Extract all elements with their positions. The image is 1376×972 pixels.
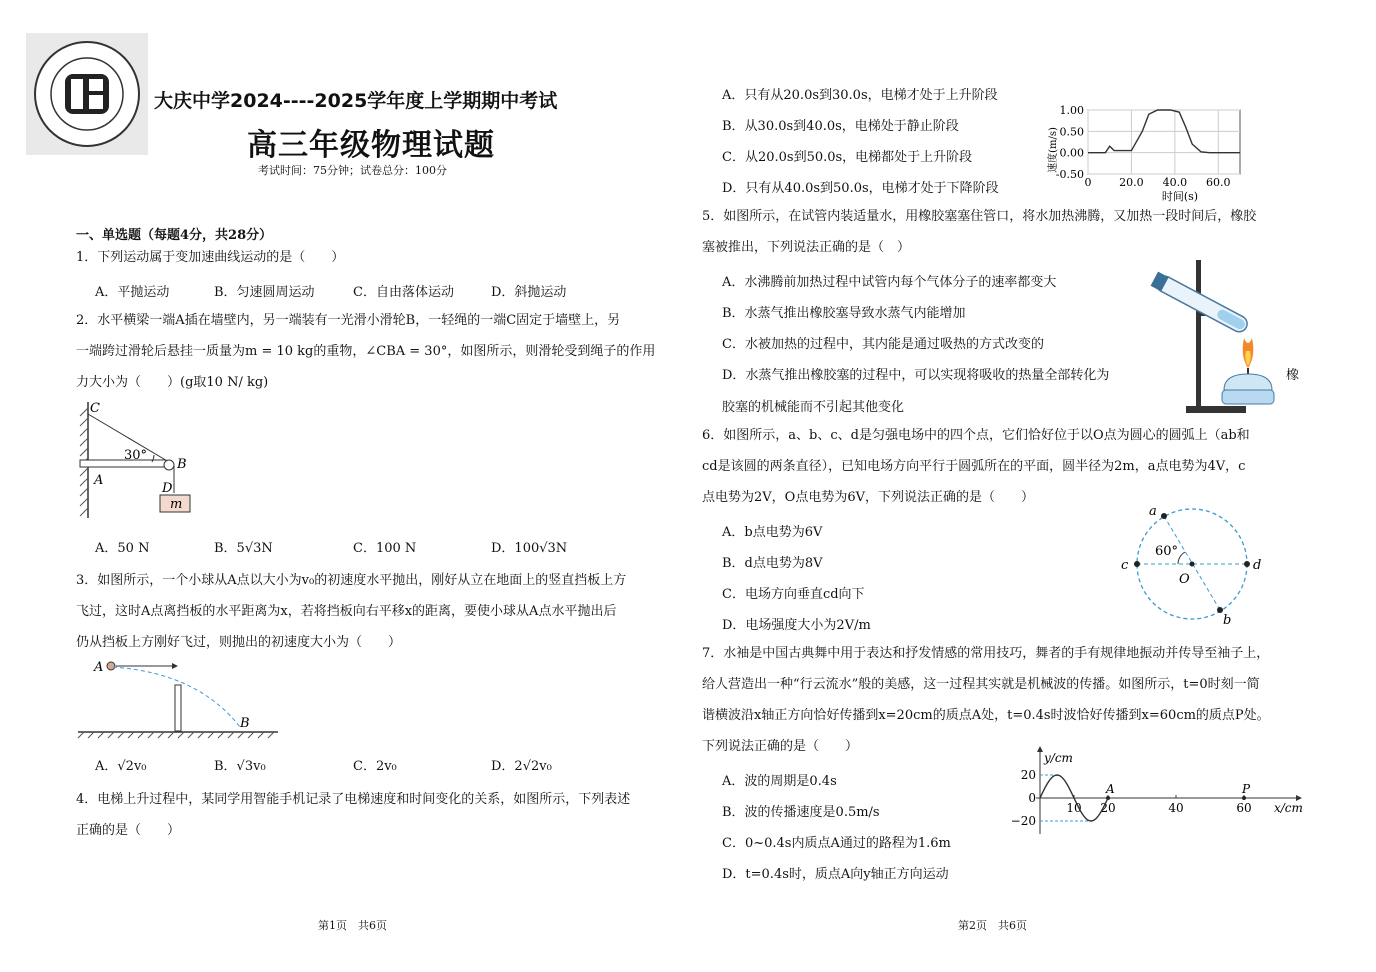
- q7-line1: 7．水袖是中国古典舞中用于表达和抒发情感的常用技巧，舞者的手有规律地振动并传导至袖子上，: [702, 646, 1270, 661]
- wave-label-a: A: [1106, 782, 1115, 796]
- q6-label-b: b: [1223, 613, 1232, 628]
- wave-y-arrow: [1037, 746, 1043, 752]
- wave-ytick-label: −20: [1010, 814, 1036, 828]
- q2-figure: [74, 398, 204, 523]
- q3-fig-label-a: A: [94, 660, 104, 675]
- wave-xtick-label: 20: [1100, 801, 1116, 815]
- q2-fig-label-b: B: [177, 457, 187, 472]
- q5-option-d-tail: 橡: [1286, 368, 1300, 383]
- wave-point-p: [1242, 796, 1246, 800]
- footer-right: 第2页 共6页: [958, 919, 1027, 932]
- test-tube-figure: [1140, 256, 1310, 416]
- wave-xtick-label: 60: [1236, 801, 1252, 815]
- section-heading: 一、单选题（每题4分，共28分）: [76, 228, 273, 243]
- q5-option-b[interactable]: B．水蒸气推出橡胶塞导致水蒸气内能增加: [722, 306, 966, 321]
- q2-fig-label-c: C: [90, 401, 100, 416]
- q4-option-d[interactable]: D．只有从40.0s到50.0s，电梯才处于下降阶段: [722, 181, 999, 196]
- ev-ytick-label: 0.00: [1059, 146, 1084, 160]
- q2-option-b[interactable]: B．5√3N: [214, 541, 273, 556]
- q6-label-d: d: [1253, 558, 1262, 573]
- q3-option-b[interactable]: B．√3v₀: [214, 759, 266, 774]
- q1-option-c[interactable]: C．自由落体运动: [353, 285, 454, 300]
- q4-option-c[interactable]: C．从20.0s到50.0s，电梯都处于上升阶段: [722, 150, 973, 165]
- q2-line2: 一端跨过滑轮后悬挂一质量为m = 10 kg的重物，∠CBA = 30°，如图所示，则滑轮受到绳子的作用: [76, 344, 656, 359]
- q2-line1: 2．水平横梁一端A插在墙壁内，另一端装有一光滑小滑轮B，一轻绳的一端C固定于墙壁上，另: [76, 313, 621, 328]
- q5-option-d-line2: 胶塞的机械能而不引起其他变化: [722, 400, 905, 415]
- q1-option-d[interactable]: D．斜抛运动: [491, 285, 567, 300]
- q2-line3: 力大小为（ ）(g取10 N/ kg): [76, 375, 269, 390]
- wave-xlabel: x/cm: [1274, 801, 1303, 815]
- q3-line2: 飞过，这时A点离挡板的水平距离为x，若将挡板向右平移x的距离，要使小球从A点水平抛出后: [76, 604, 617, 619]
- q1-option-a[interactable]: A．平抛运动: [95, 285, 170, 300]
- ev-xtick-label: 0: [1084, 176, 1092, 189]
- q1-stem: 1．下列运动属于变加速曲线运动的是（ ）: [76, 250, 345, 265]
- q7-line2: 给人营造出一种“行云流水”般的美感，这一过程其实就是机械波的传播。如图所示，t=0时刻一简: [702, 677, 1260, 692]
- q3-option-c[interactable]: C．2v₀: [353, 759, 397, 774]
- q4-option-b[interactable]: B．从30.0s到40.0s，电梯处于静止阶段: [722, 119, 959, 134]
- q5-option-c[interactable]: C．水被加热的过程中，其内能是通过吸热的方式改变的: [722, 337, 1044, 352]
- q7-option-c[interactable]: C．0~0.4s内质点A通过的路程为1.6m: [722, 836, 951, 851]
- q6-label-c: c: [1121, 558, 1129, 573]
- q3-figure: [78, 655, 288, 740]
- q5-option-a[interactable]: A．水沸腾前加热过程中试管内每个气体分子的速率都变大: [722, 275, 1057, 290]
- q2-fig-label-d: D: [162, 481, 173, 496]
- q7-option-a[interactable]: A．波的周期是0.4s: [722, 774, 837, 789]
- ev-plot-frame: [1088, 110, 1240, 174]
- q6-label-o: O: [1179, 572, 1190, 587]
- wave-label-p: P: [1242, 782, 1251, 796]
- wave-chart: [1006, 746, 1306, 836]
- q7-option-d[interactable]: D．t=0.4s时，质点A向y轴正方向运动: [722, 867, 949, 882]
- q5-line2: 塞被推出，下列说法正确的是（ ）: [702, 240, 911, 255]
- q3-line1: 3．如图所示，一个小球从A点以大小为v₀的初速度水平抛出，刚好从立在地面上的竖直挡板上方: [76, 573, 627, 588]
- wave-xtick-label: 10: [1066, 801, 1082, 815]
- q4-line2: 正确的是（ ）: [76, 823, 181, 838]
- q3-option-a[interactable]: A．√2v₀: [95, 759, 147, 774]
- exam-info: 考试时间：75分钟；试卷总分：100分: [258, 164, 447, 177]
- q1-option-b[interactable]: B．匀速圆周运动: [214, 285, 315, 300]
- q2-fig-label-m: m: [170, 497, 183, 512]
- q4-line1: 4．电梯上升过程中，某同学用智能手机记录了电梯速度和时间变化的关系，如图所示，下列表述: [76, 792, 631, 807]
- ev-xtick-label: 20.0: [1119, 176, 1144, 189]
- school-logo: [26, 33, 148, 155]
- exam-title-line1: 大庆中学2024----2025学年度上学期期中考试: [154, 90, 558, 112]
- ev-ytick-label: -0.50: [1055, 168, 1084, 181]
- ev-xtick-label: 40.0: [1162, 176, 1188, 189]
- wave-ytick-label: 0: [1028, 791, 1036, 805]
- ev-ytick-label: 0.50: [1059, 125, 1084, 139]
- q6-line2: cd是该圆的两条直径），已知电场方向平行于圆弧所在的平面，圆半径为2m，a点电势为4V，c: [702, 459, 1246, 474]
- ev-ytick-label: 1.00: [1059, 104, 1084, 117]
- q7-line4: 下列说法正确的是（ ）: [702, 739, 859, 754]
- ev-xlabel: 时间(s): [1161, 190, 1199, 203]
- wave-ytick-label: 20: [1020, 768, 1036, 782]
- q6-circle-figure: [1116, 500, 1276, 630]
- q2-option-c[interactable]: C．100 N: [353, 541, 417, 556]
- elevator-velocity-chart: [1040, 102, 1260, 202]
- q6-line3: 点电势为2V，O点电势为6V，下列说法正确的是（ ）: [702, 490, 1034, 505]
- q3-option-d[interactable]: D．2√2v₀: [491, 759, 552, 774]
- q5-option-d[interactable]: D．水蒸气推出橡胶塞的过程中，可以实现将吸收的热量全部转化为: [722, 368, 1110, 383]
- ev-ylabel: 速度(m/s): [1048, 127, 1059, 173]
- q2-fig-label-a: A: [94, 473, 104, 488]
- q6-label-a: a: [1149, 504, 1157, 519]
- q2-fig-label-angle: 30°: [124, 448, 148, 463]
- wave-ylabel: y/cm: [1044, 751, 1073, 765]
- q6-line1: 6．如图所示，a、b、c、d是匀强电场中的四个点，它们恰好位于以O点为圆心的圆弧上（ab和: [702, 428, 1250, 443]
- q2-option-a[interactable]: A．50 N: [95, 541, 150, 556]
- q3-fig-label-b: B: [240, 716, 250, 731]
- q3-line3: 仍从挡板上方刚好飞过，则抛出的初速度大小为（ ）: [76, 635, 402, 650]
- q7-option-b[interactable]: B．波的传播速度是0.5m/s: [722, 805, 880, 820]
- q6-option-d[interactable]: D．电场强度大小为2V/m: [722, 618, 871, 633]
- footer-left: 第1页 共6页: [318, 919, 387, 932]
- wave-xtick-label: 40: [1168, 801, 1184, 815]
- q6-option-a[interactable]: A．b点电势为6V: [722, 525, 823, 540]
- q7-line3: 谐横波沿x轴正方向恰好传播到x=20cm的质点A处，t=0.4s时波恰好传播到x=60cm的质点P处。: [702, 708, 1270, 723]
- q6-option-c[interactable]: C．电场方向垂直cd向下: [722, 587, 865, 602]
- exam-title-line2: 高三年级物理试题: [247, 128, 495, 163]
- q5-line1: 5．如图所示，在试管内装适量水，用橡胶塞塞住管口，将水加热沸腾，又加热一段时间后，橡胶: [702, 209, 1257, 224]
- q4-option-a[interactable]: A．只有从20.0s到30.0s，电梯才处于上升阶段: [722, 88, 998, 103]
- q2-option-d[interactable]: D．100√3N: [491, 541, 568, 556]
- q6-option-b[interactable]: B．d点电势为8V: [722, 556, 823, 571]
- ev-xtick-label: 60.0: [1206, 176, 1231, 189]
- q6-label-angle: 60°: [1155, 544, 1179, 559]
